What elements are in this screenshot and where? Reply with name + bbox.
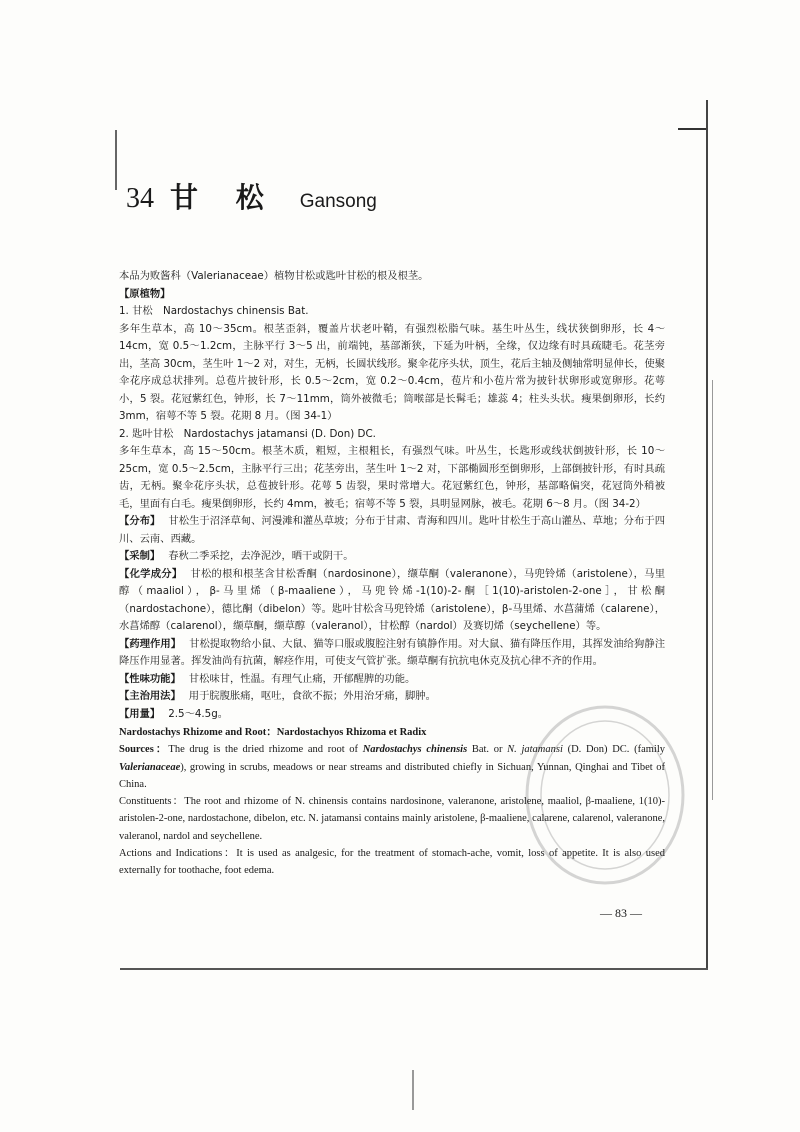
scan-edge-top bbox=[678, 128, 708, 130]
english-actions: Actions and Indications：It is used as analgesic, for the treatment of stomach-ache, vomit, loss of appetite. It is also used externally for toothache, foot edema. bbox=[119, 848, 665, 877]
species-name: N. jatamansi bbox=[507, 744, 563, 756]
section-label: 【化学成分】 bbox=[119, 567, 183, 580]
family-name: Valerianaceae bbox=[119, 761, 181, 773]
plant2-name: 2. 匙叶甘松 Nardostachys jatamansi (D. Don) DC. bbox=[119, 427, 376, 440]
chapter-heading bbox=[126, 176, 377, 216]
plant1-name: 1. 甘松 Nardostachys chinensis Bat. bbox=[119, 305, 309, 317]
chapter-number: 34 bbox=[126, 183, 154, 214]
section-pharmacology bbox=[119, 636, 665, 671]
english-constituents: Constituents：The root and rhizome of N. chinensis contains nardosinone, valeranone, aristolene, maaliol, β-maaliene, 1(10)-aristolen-2-one, nardostachone, dibelon, etc. N. jatamansi contains mainly aristolene, β-maaliene, calarene, calarenol, valeranone, valeranol, nardol and seychellene. bbox=[119, 796, 665, 842]
section-text: 甘松提取物给小鼠、大鼠、猫等口服或腹腔注射有镇静作用。对大鼠、猫有降压作用，其挥发油给狗静注降压作用显著。挥发油尚有抗菌，解痉作用，可使支气管扩张。缬草酮有抗抗电休克及抗心律不齐的作用。 bbox=[119, 637, 666, 667]
section-properties bbox=[119, 671, 665, 689]
section-collection bbox=[119, 548, 665, 566]
section-label: 【采制】 bbox=[119, 550, 161, 562]
section-label: 【药理作用】 bbox=[119, 637, 182, 650]
section-distribution bbox=[119, 513, 665, 548]
sources-text: ), growing in scrubs, meadows or near streams and distributed chiefly in Sichuan, Yunnan, Qinghai and Tibet of China. bbox=[119, 761, 665, 790]
sources-label: Sources： bbox=[119, 744, 169, 756]
chapter-title-en: Gansong bbox=[299, 191, 377, 212]
section-dosage bbox=[119, 706, 665, 724]
scan-edge-right bbox=[706, 100, 708, 970]
sources-text: Bat. or bbox=[467, 744, 508, 756]
sources-text: (D. Don) DC. (family bbox=[562, 744, 666, 756]
sources-text: The drug is the dried rhizome and root of bbox=[168, 744, 363, 756]
english-sources bbox=[119, 741, 665, 793]
section-text: 2.5～4.5g。 bbox=[168, 707, 229, 720]
chinese-body bbox=[119, 268, 665, 723]
species-name: Nardostachys chinensis bbox=[362, 744, 468, 756]
plant1-description: 多年生草本，高 10～35cm。根茎歪斜，覆盖片状老叶鞘，有强烈松脂气味。基生叶丛生，线状狭倒卵形，长 4～14cm，宽 0.5～1.2cm，主脉平行 3～5 出，前端钝，基部渐狭，下延为叶柄，全缘，仅边缘有时具疏睫毛。花茎旁出，茎高 30cm，茎生叶 1～2 对，对生，无柄，长圆状线形。聚伞花序头状，顶生，花后主轴及侧轴常明显伸长，使聚伞花序成总状排列。总苞片披针形，长 0.5～2cm，宽 0.2～0.4cm，苞片和小苞片常为披针状卵形或宽卵形。花萼小，5 裂。花冠紫红色，钟形，长 7～11mm，筒外被微毛；筒喉部是长髯毛；雄蕊 4；柱头头状。瘦果倒卵形，长约 3mm，宿萼不等 5 裂。花期 8 月。（图 34-1） bbox=[119, 322, 665, 422]
section-text: 甘松味甘，性温。有理气止痛，开郁醒脾的功能。 bbox=[188, 672, 416, 685]
scan-mark-bottom bbox=[412, 1070, 414, 1110]
section-label: 【用量】 bbox=[119, 707, 161, 720]
plant2-description: 多年生草本，高 15～50cm。根茎木质，粗短，主根粗长，有强烈气味。叶丛生，长匙形或线状倒披针形，长 10～25cm，宽 0.5～2.5cm，主脉平行三出；花茎旁出，茎生叶 1～2 对，下部椭圆形至倒卵形，上部倒披针形，有时具疏齿，无柄。聚伞花序头状，总苞披针形。花萼 5 齿裂，果时常增大。花冠紫红色，钟形，基部略偏突，花冠筒外稍被毛，里面有白毛。瘦果倒卵形，长约 4mm，被毛；宿萼不等 5 裂，具明显网脉，被毛。花期 6～8 月。（图 34-2） bbox=[119, 445, 665, 510]
chapter-title-cn: 甘 松 bbox=[170, 181, 278, 214]
section-text: 甘松生于沼泽草甸、河漫滩和灌丛草坡；分布于甘肃、青海和四川。匙叶甘松生于高山灌丛、草地；分布于四川、云南、西藏。 bbox=[119, 515, 665, 545]
scan-edge-bottom bbox=[120, 968, 708, 970]
section-chemistry bbox=[119, 566, 665, 636]
origin-heading: 【原植物】 bbox=[119, 287, 171, 300]
english-title: Nardostachys Rhizome and Root：Nardostachyos Rhizoma et Radix bbox=[119, 727, 427, 738]
english-summary bbox=[119, 724, 665, 880]
section-indications bbox=[119, 688, 665, 706]
section-label: 【性味功能】 bbox=[119, 672, 181, 685]
scan-edge-left bbox=[115, 130, 117, 190]
section-label: 【分布】 bbox=[119, 515, 161, 527]
section-text: 甘松的根和根茎含甘松香酮（nardosinone），缬草酮（valeranone），马兜铃烯（aristolene），马里醇（maaliol），β-马里烯（β-maaliene），马兜铃烯-1(10)-2-酮［1(10)-aristolen-2-one］，甘松酮（nardostachone），德比酮（dibelon）等。匙叶甘松含马兜铃烯（aristolene），β-马里烯、水菖蒲烯（calarene），水菖烯醇（calarenol），缬草酮，缬草醇（valeranol），甘松醇（nardol）及赛切烯（seychellene）等。 bbox=[119, 567, 666, 632]
intro-paragraph: 本品为败酱科（Valerianaceae）植物甘松或匙叶甘松的根及根茎。 bbox=[119, 270, 429, 282]
section-text: 春秋二季采挖，去净泥沙，晒干或阴干。 bbox=[168, 550, 354, 562]
section-label: 【主治用法】 bbox=[119, 690, 181, 702]
section-text: 用于脘腹胀痛，呕吐，食欲不振；外用治牙痛，脚肿。 bbox=[188, 690, 436, 702]
page-number: — 83 — bbox=[600, 906, 642, 920]
scan-edge-right-inner bbox=[712, 380, 713, 800]
